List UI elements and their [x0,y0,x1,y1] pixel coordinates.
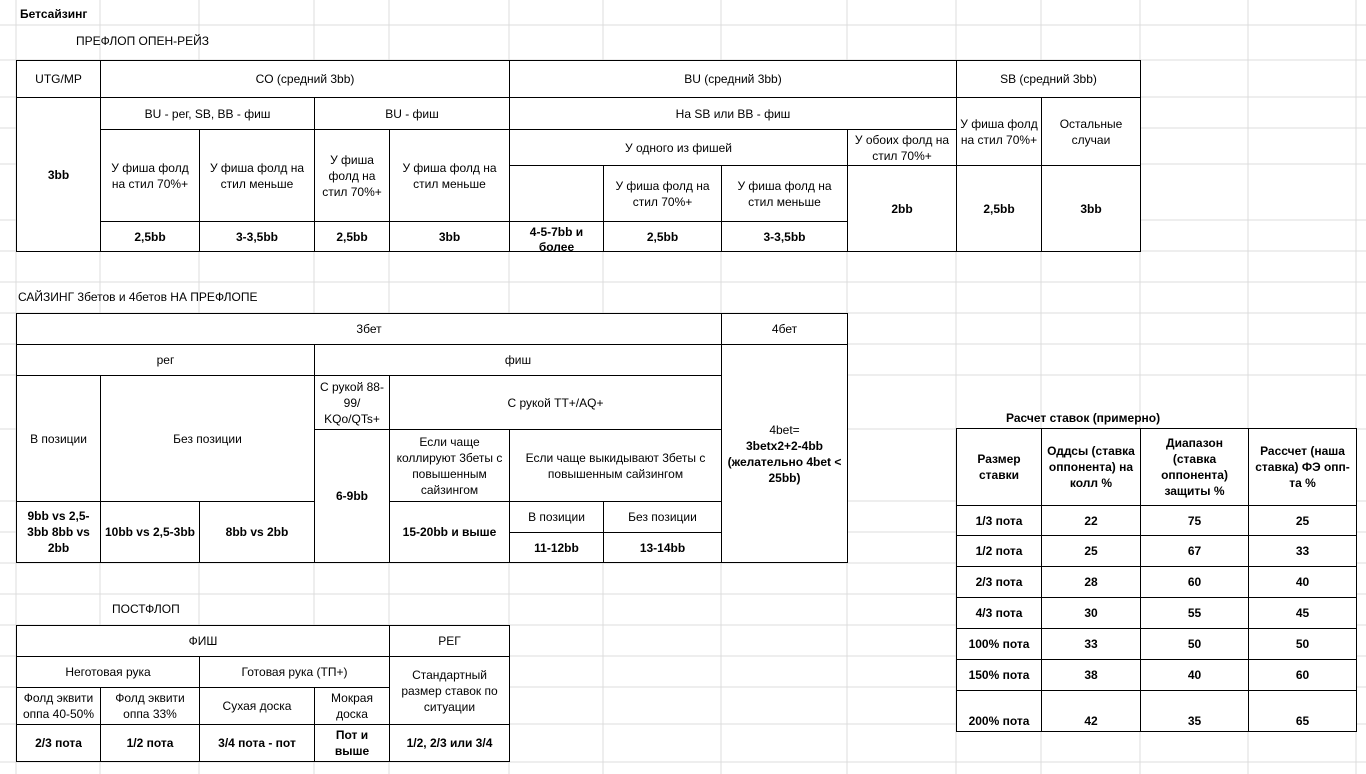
bets-cell-range: 35 [1141,691,1249,732]
cell-sb-other: 3bb [1042,166,1141,252]
cell-fold-out: 13-14bb [604,533,722,563]
header-fold-40: Фолд эквити оппа 40-50% [17,688,101,725]
header-fold-33: Фолд эквити оппа 33% [101,688,200,725]
cell-fold-in: 11-12bb [510,533,604,563]
cell-post-dry: 3/4 пота - пот [200,725,315,762]
bets-cell-fe: 45 [1249,598,1357,629]
header-out-pos: Без позиции [101,376,315,502]
header-post-fish: ФИШ [17,626,390,657]
bets-cell-size: 100% пота [957,629,1042,660]
sheet-title: Бетсайзинг [20,7,88,21]
bets-row [957,691,1357,732]
bets-header-odds: Оддсы (ставка оппонента) на колл % [1042,429,1141,506]
bets-heading: Расчет ставок (примерно) [1006,411,1161,425]
header-bu-one: У одного из фишей [510,130,848,166]
header-call-more: Если чаще коллируют 3беты с повышенным сайзингом [390,430,510,502]
bets-cell-odds: 30 [1042,598,1141,629]
bets-cell-size: 2/3 пота [957,567,1042,598]
bets-cell-fe: 33 [1249,536,1357,567]
bets-rows [957,506,1357,732]
bets-row [957,629,1357,660]
bets-cell-range: 50 [1141,629,1249,660]
header-co-reg-foldless: У фиша фолд на стил меньше [200,130,315,222]
bets-header-fe: Рассчет (наша ставка) ФЭ опп-та % [1249,429,1357,506]
bets-cell-odds: 33 [1042,629,1141,660]
header-bu-foldless: У фиша фолд на стил меньше [722,166,848,222]
cell-co-fish-70: 2,5bb [315,222,390,252]
bets-cell-odds: 28 [1042,567,1141,598]
cell-co-reg-less: 3-3,5bb [200,222,315,252]
bets-cell-fe: 40 [1249,567,1357,598]
postflop-table [16,625,510,762]
bets-cell-size: 4/3 пота [957,598,1042,629]
bets-cell-size: 150% пота [957,660,1042,691]
sizing-3bet-heading: САЙЗИНГ 3бетов и 4бетов НА ПРЕФЛОПЕ [18,290,258,304]
bets-cell-size: 1/2 пота [957,536,1042,567]
cell-sb-70: 2,5bb [957,166,1042,252]
cell-co-fish-less: 3bb [390,222,510,252]
cell-in-pos: 9bb vs 2,5-3bb 8bb vs 2bb [17,502,101,563]
header-dry: Сухая доска [200,688,315,725]
bets-cell-odds: 22 [1042,506,1141,536]
cell-bu-less: 3-3,5bb [722,222,848,252]
bets-cell-range: 67 [1141,536,1249,567]
header-bu-blank [510,166,604,222]
bets-cell-odds: 42 [1042,691,1141,732]
bets-cell-range: 75 [1141,506,1249,536]
header-fold-out-pos: Без позиции [604,502,722,533]
header-co-reg: BU - рег, SB, BB - фиш [101,98,315,130]
header-reg: рег [17,345,315,376]
header-hand-88: С рукой 88-99/ KQo/QTs+ [315,376,390,430]
header-utgmp: UTG/MP [17,61,101,98]
header-bu-sub: На SB или BB - фиш [510,98,957,130]
header-not-ready: Неготовая рука [17,657,200,688]
bets-cell-fe: 60 [1249,660,1357,691]
cell-post-40: 2/3 пота [17,725,101,762]
bets-cell-range: 40 [1141,660,1249,691]
cell-4bet-line2: 3betx2+2-4bb (желательно 4bet < 25bb) [727,438,842,485]
bets-table [956,428,1357,732]
cell-4bet-line1: 4bet= [769,422,800,437]
bets-cell-odds: 25 [1042,536,1141,567]
bets-cell-size: 200% пота [957,691,1042,732]
bets-header-size: Размер ставки [957,429,1042,506]
cell-post-reg: 1/2, 2/3 или 3/4 [390,725,510,762]
header-standard: Стандартный размер ставок по ситуации [390,657,510,725]
cell-bu-both: 2bb [848,166,957,252]
cell-bu-70: 2,5bb [604,222,722,252]
header-fold-more: Если чаще выкидывают 3беты с повышенным сайзингом [510,430,722,502]
cell-bu-more [510,222,604,252]
bets-cell-range: 55 [1141,598,1249,629]
header-4bet: 4бет [722,314,848,345]
bets-row [957,598,1357,629]
bets-row [957,536,1357,567]
header-co: CO (средний 3bb) [101,61,510,98]
sizing-3bet-table [16,313,848,563]
bets-cell-fe: 25 [1249,506,1357,536]
header-3bet: 3бет [17,314,722,345]
cell-utg-value: 3bb [17,98,101,252]
bets-cell-range: 60 [1141,567,1249,598]
bets-row [957,567,1357,598]
header-wet: Мокрая доска [315,688,390,725]
preflop-open-heading: ПРЕФЛОП ОПЕН-РЕЙЗ [76,34,210,48]
header-bu-both: У обоих фолд на стил 70%+ [848,130,957,166]
bets-cell-fe: 50 [1249,629,1357,660]
postflop-heading: ПОСТФЛОП [112,602,180,616]
cell-oop-b: 8bb vs 2bb [200,502,315,563]
header-co-fish: BU - фиш [315,98,510,130]
header-hand-tt: С рукой TT+/AQ+ [390,376,722,430]
cell-co-reg-70: 2,5bb [101,222,200,252]
cell-88: 6-9bb [315,430,390,563]
header-fold-in-pos: В позиции [510,502,604,533]
header-co-fish-foldless: У фиша фолд на стил меньше [390,130,510,222]
bets-row [957,506,1357,536]
header-bu: BU (средний 3bb) [510,61,957,98]
cell-post-wet: Пот и выше [315,725,390,762]
cell-bu-more-text: 4-5-7bb и более [529,224,584,251]
header-in-pos: В позиции [17,376,101,502]
header-co-fish-fold70: У фиша фолд на стил 70%+ [315,130,390,222]
header-post-reg: РЕГ [390,626,510,657]
cell-oop-a: 10bb vs 2,5-3bb [101,502,200,563]
header-fish: фиш [315,345,722,376]
cell-post-33: 1/2 пота [101,725,200,762]
header-sb: SB (средний 3bb) [957,61,1141,98]
cell-call: 15-20bb и выше [390,502,510,563]
bets-row [957,660,1357,691]
header-bu-fold70: У фиша фолд на стил 70%+ [604,166,722,222]
header-co-reg-fold70: У фиша фолд на стил 70%+ [101,130,200,222]
header-sb-other: Остальные случаи [1042,98,1141,166]
header-sb-fish70: У фиша фолд на стил 70%+ [957,98,1042,166]
bets-cell-size: 1/3 пота [957,506,1042,536]
cell-4bet [722,345,848,563]
bets-header-range: Диапазон (ставка оппонента) защиты % [1141,429,1249,506]
header-ready: Готовая рука (ТП+) [200,657,390,688]
preflop-open-table [16,60,1141,252]
bets-cell-fe: 65 [1249,691,1357,732]
bets-cell-odds: 38 [1042,660,1141,691]
